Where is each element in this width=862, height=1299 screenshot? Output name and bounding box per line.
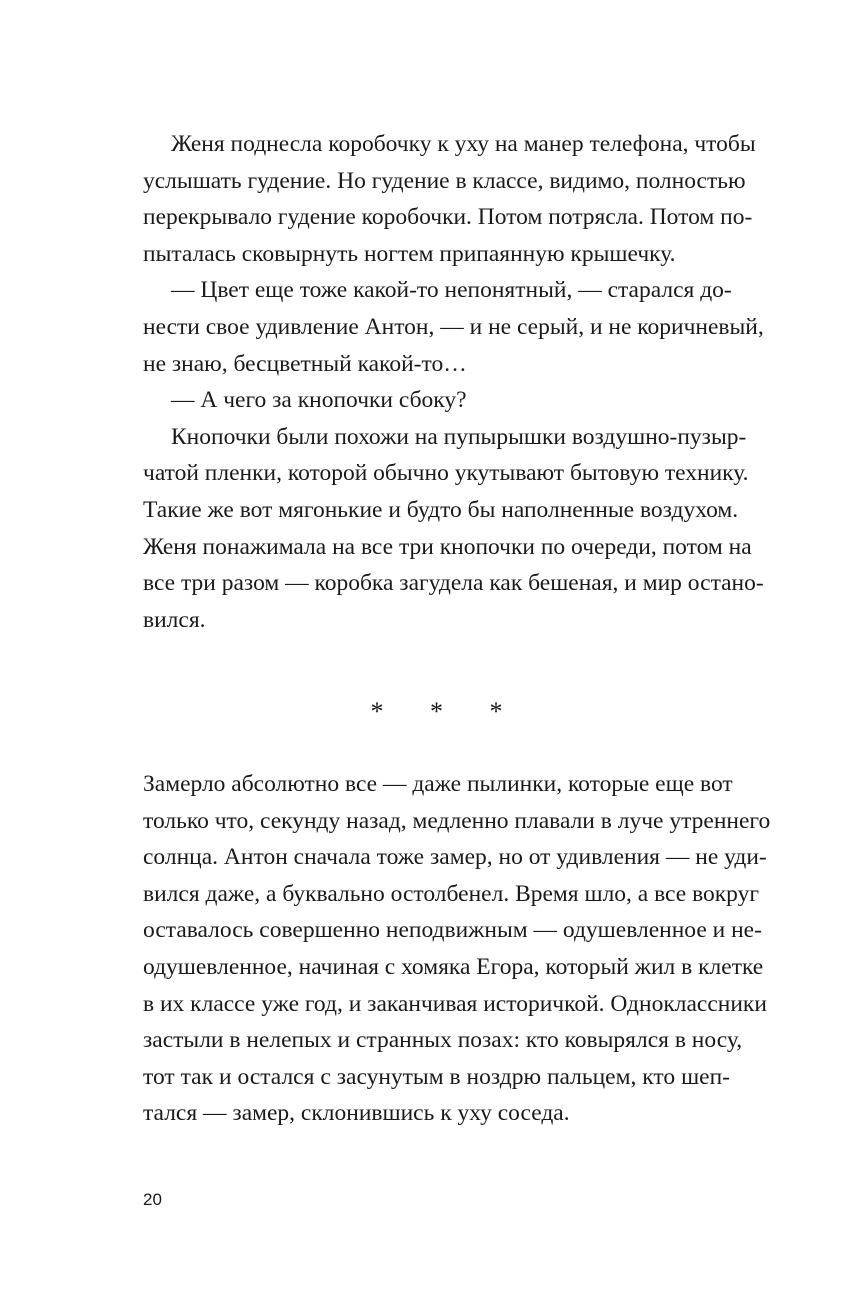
text-line: одушевленное, начиная с хомяка Егора, который жил в клетке [143, 953, 764, 980]
text-line: все три разом — коробка загудела как бешеная, и мир остано- [143, 570, 764, 597]
text-line: нести свое удивление Антон, — и не серый, и не коричневый, [143, 313, 764, 340]
text-line: тот так и остался с засунутым в ноздрю пальцем, кто шеп- [143, 1063, 730, 1090]
text-line: солнца. Антон сначала тоже замер, но от удивления — не уди- [143, 844, 767, 871]
text-line: тался — замер, склонившись к уху соседа. [143, 1100, 570, 1127]
page-number: 20 [143, 1190, 162, 1209]
text-block-1 [143, 126, 764, 638]
section-separator: * * * [370, 697, 523, 726]
text-line: — Цвет еще тоже какой-то непонятный, — старался до- [171, 277, 732, 304]
text-block-2 [143, 766, 771, 1132]
text-line: не знаю, бесцветный какой-то… [143, 350, 467, 377]
text-line: в их классе уже год, и заканчивая историчкой. Одноклассники [143, 990, 767, 1017]
text-line: услышать гудение. Но гудение в классе, видимо, полностью [143, 167, 746, 194]
text-line: Такие же вот мягонькие и будто бы наполненные воздухом. [143, 496, 739, 523]
text-line: Женя поднесла коробочку к уху на манер телефона, чтобы [171, 131, 756, 157]
text-line: вился даже, а буквально остолбенел. Время шло, а все вокруг [143, 880, 760, 907]
text-line: вился. [143, 606, 206, 633]
text-line: Женя понажимала на все три кнопочки по очереди, потом на [143, 533, 752, 560]
text-line: перекрывало гудение коробочки. Потом потрясла. Потом по- [143, 204, 753, 231]
text-line: Замерло абсолютно все — даже пылинки, которые еще вот [143, 771, 733, 797]
text-line: пыталась сковырнуть ногтем припаянную крышечку. [143, 240, 676, 267]
text-line: только что, секунду назад, медленно плавали в луче утреннего [143, 807, 771, 834]
text-line: чатой пленки, которой обычно укутывают бытовую технику. [143, 460, 749, 487]
text-line: застыли в нелепых и странных позах: кто ковырялся в носу, [143, 1027, 743, 1054]
text-line: оставалось совершенно неподвижным — одушевленное и не- [143, 917, 762, 944]
text-line: — А чего за кнопочки сбоку? [171, 387, 467, 414]
text-line: Кнопочки были похожи на пупырышки воздушно-пузыр- [171, 423, 747, 450]
